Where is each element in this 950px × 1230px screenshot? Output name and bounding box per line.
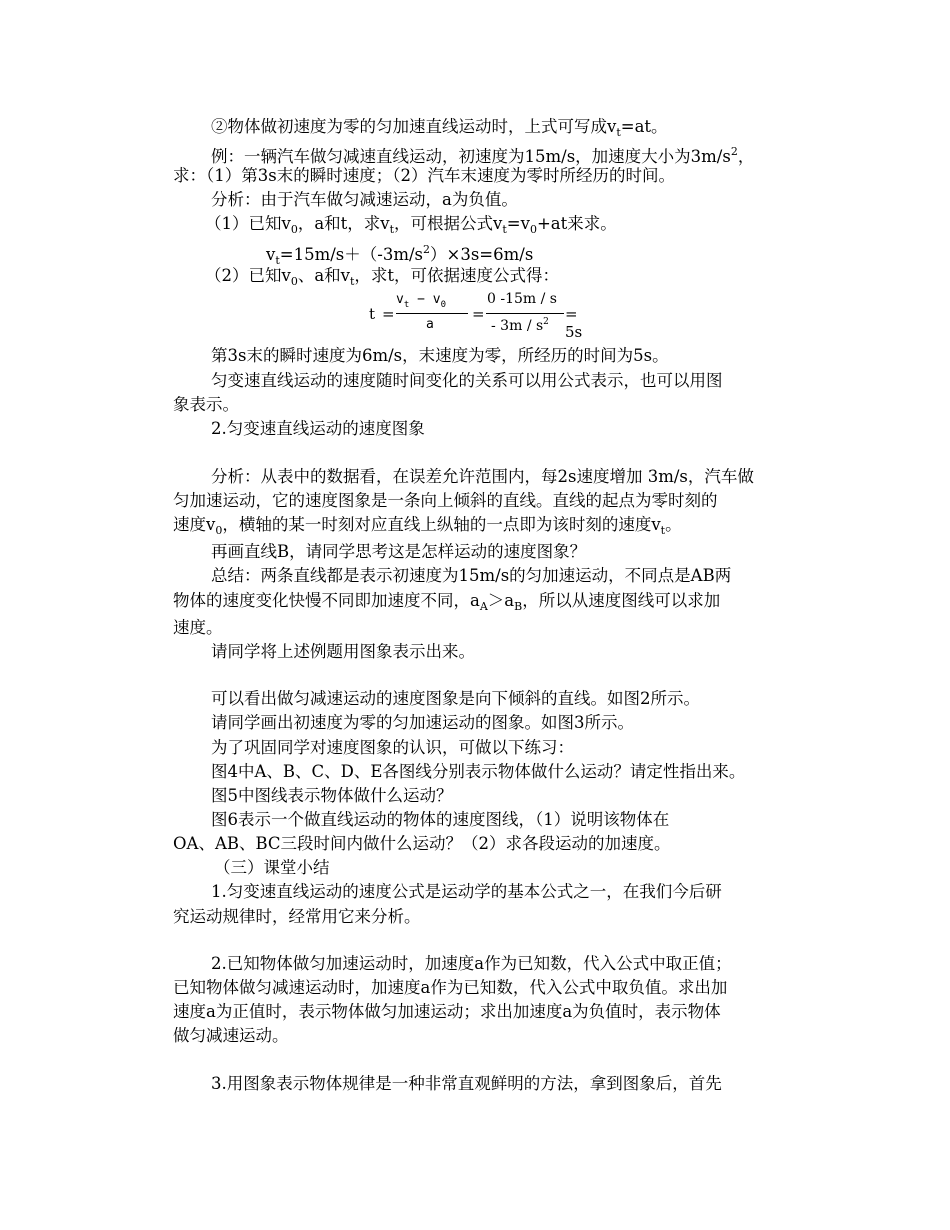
text-line: 速度a为正值时，表示物体做匀加速运动；求出加速度a为负值时，表示物体 bbox=[173, 1002, 721, 1021]
text-line: 第3s末的瞬时速度为6m/s，末速度为零，所经历的时间为5s。 bbox=[211, 346, 669, 365]
fraction-bar bbox=[396, 313, 468, 314]
text-line: 再画直线B，请同学思考这是怎样运动的速度图象？ bbox=[211, 542, 587, 561]
formula-denominator-1: a bbox=[426, 317, 434, 332]
text-line: 分析：由于汽车做匀减速运动，a为负值。 bbox=[211, 190, 518, 209]
text-line: 图4中A、B、C、D、E各图线分别表示物体做什么运动？请定性指出来。 bbox=[211, 762, 746, 781]
text-line: 例：一辆汽车做匀减速直线运动，初速度为15m/s，加速度大小为$3m/s^2$， bbox=[211, 145, 755, 166]
text-line: 做匀减速运动。 bbox=[173, 1026, 289, 1045]
text-line: 速度。 bbox=[173, 618, 223, 637]
formula-equals: = bbox=[472, 305, 485, 323]
text-line: 速度$v_0$，横轴的某一时刻对应直线上纵轴的一点即为该时刻的速度$v_t$。 bbox=[173, 515, 682, 537]
formula-result: = 5s bbox=[565, 305, 583, 341]
text-line: 匀加速运动，它的速度图象是一条向上倾斜的直线。直线的起点为零时刻的 bbox=[173, 491, 718, 510]
text-line: 图5中图线表示物体做什么运动？ bbox=[211, 786, 453, 805]
text-line: 分析：从表中的数据看，在误差允许范围内，每2s速度增加 3m/s，汽车做 bbox=[211, 467, 754, 486]
text-line: 1.匀变速直线运动的速度公式是运动学的基本公式之一，在我们今后研 bbox=[211, 882, 722, 901]
text-line: OA、AB、BC三段时间内做什么运动？（2）求各段运动的加速度。 bbox=[173, 834, 671, 853]
formula-lhs: t bbox=[369, 305, 376, 323]
text-line: 总结：两条直线都是表示初速度为15m/s的匀加速运动，不同点是AB两 bbox=[211, 566, 732, 585]
text-line: 求：（1）第3s末的瞬时速度；（2）汽车末速度为零时所经历的时间。 bbox=[173, 166, 675, 185]
text-line: 象表示。 bbox=[173, 395, 239, 414]
text-line: （2）已知$v_0$、a和$v_t$，求t，可依据速度公式得： bbox=[205, 266, 560, 288]
section-heading: （三）课堂小结 bbox=[214, 858, 330, 877]
text-line: ②物体做初速度为零的匀加速直线运动时，上式可写成$v_t=at$。 bbox=[211, 117, 668, 139]
formula-equals: = bbox=[382, 305, 395, 323]
text-line: 为了巩固同学对速度图象的认识，可做以下练习： bbox=[211, 738, 574, 757]
text-line: 请同学将上述例题用图象表示出来。 bbox=[211, 642, 475, 661]
text-line: 物体的速度变化快慢不同即加速度不同，$a_A>a_B$，所以从速度图线可以求加 bbox=[173, 591, 721, 613]
text-line: 3.用图象表示物体规律是一种非常直观鲜明的方法，拿到图象后，首先 bbox=[211, 1074, 722, 1093]
text-line: 匀变速直线运动的速度随时间变化的关系可以用公式表示，也可以用图 bbox=[211, 371, 723, 390]
text-line: 请同学画出初速度为零的匀加速运动的图象。如图3所示。 bbox=[211, 713, 634, 732]
text-line: 可以看出做匀减速运动的速度图象是向下倾斜的直线。如图2所示。 bbox=[211, 689, 700, 708]
formula-denominator-2: - $3m / s^2$ bbox=[491, 317, 549, 334]
text-line: （1）已知$v_0$，a和t，求$v_t$，可根据公式$v_t=v_0+at$来求。 bbox=[205, 214, 617, 236]
text-line: 究运动规律时，经常用它来分析。 bbox=[173, 907, 421, 926]
section-heading: 2.匀变速直线运动的速度图象 bbox=[211, 419, 425, 438]
text-line: 已知物体做匀减速运动时，加速度a作为已知数，代入公式中取负值。求出加 bbox=[173, 978, 728, 997]
formula-numerator-1: $v_t - v_0$ bbox=[396, 292, 446, 310]
text-line: 图6表示一个做直线运动的物体的速度图线，（1）说明该物体在 bbox=[211, 810, 670, 829]
fraction-bar bbox=[486, 313, 564, 314]
equation-line: $v_t=15m/s+(-3m/s^2)\times 3s=6m/s$ bbox=[266, 243, 534, 267]
velocity-formula bbox=[369, 292, 589, 340]
formula-numerator-2: 0 -15m / s bbox=[487, 291, 557, 307]
text-line: 2.已知物体做匀加速运动时，加速度a作为已知数，代入公式中取正值； bbox=[211, 954, 732, 973]
